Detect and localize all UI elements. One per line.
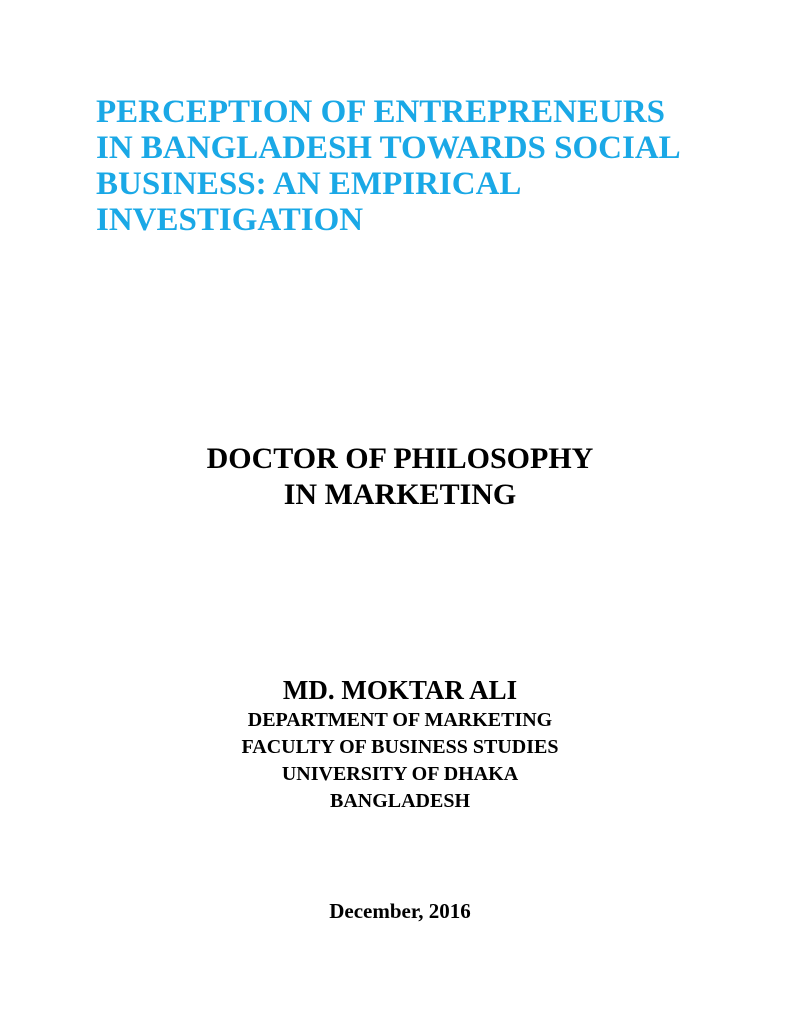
- thesis-title-line: PERCEPTION OF ENTREPRENEURS: [96, 94, 666, 130]
- thesis-title-line: INVESTIGATION: [96, 202, 364, 238]
- affiliation-line: FACULTY OF BUSINESS STUDIES: [241, 736, 559, 758]
- author-block: [0, 673, 800, 815]
- degree-statement: [0, 441, 800, 513]
- thesis-title-line: BUSINESS: AN EMPIRICAL: [96, 166, 522, 202]
- thesis-title: [96, 94, 716, 238]
- author-name: MD. MOKTAR ALI: [282, 675, 518, 705]
- submission-date: December, 2016: [329, 899, 471, 923]
- degree-line: IN MARKETING: [283, 478, 517, 511]
- affiliation-line: UNIVERSITY OF DHAKA: [281, 763, 519, 785]
- affiliation-line: BANGLADESH: [329, 790, 471, 812]
- thesis-title-line: IN BANGLADESH TOWARDS SOCIAL: [96, 130, 681, 166]
- affiliation-line: DEPARTMENT OF MARKETING: [247, 709, 553, 731]
- degree-line: DOCTOR OF PHILOSOPHY: [206, 442, 594, 475]
